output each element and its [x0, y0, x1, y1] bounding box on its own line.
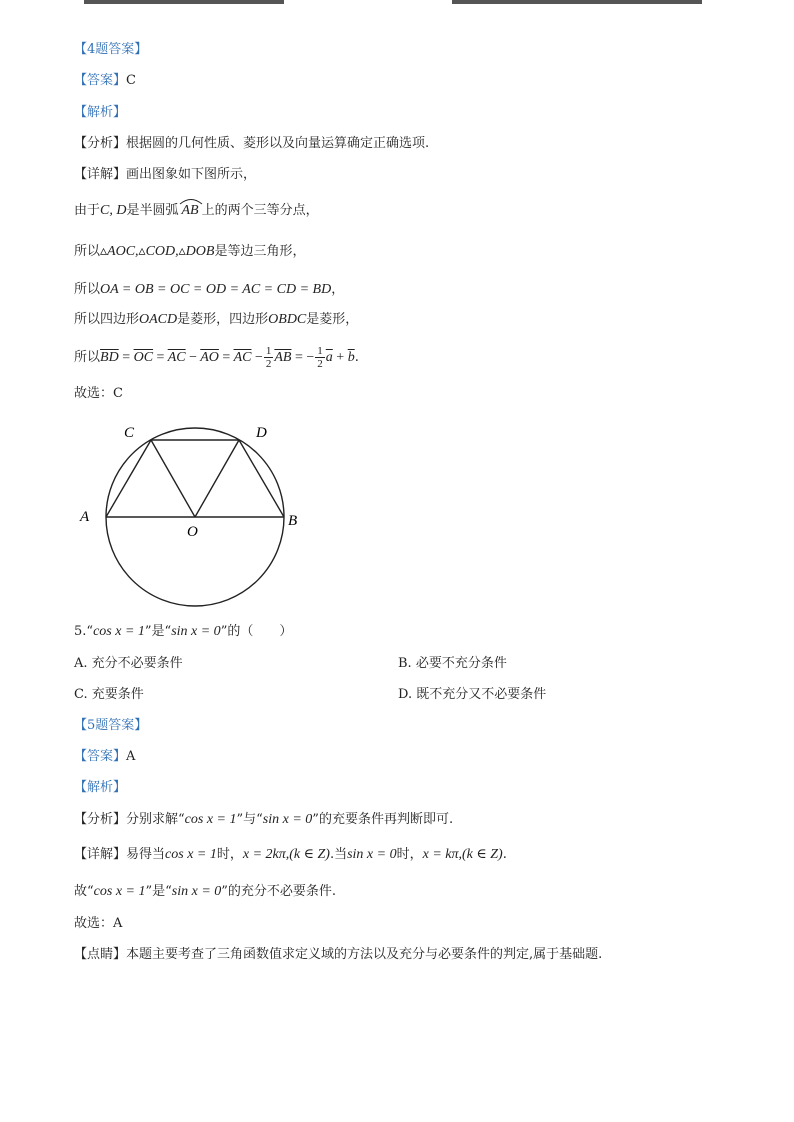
- text: 所以四边形: [74, 312, 140, 327]
- text: 是等边三角形，: [214, 244, 306, 259]
- q5-section-heading: 【5题答案】: [74, 718, 148, 733]
- option-b: B. 必要不充分条件: [398, 656, 507, 671]
- q4-line4: [74, 311, 358, 329]
- xiangjie-tag: 【详解】: [74, 847, 127, 862]
- arc-icon: [179, 197, 203, 205]
- q5-conclusion: [74, 883, 336, 901]
- vec-bd: $\overline{BD}$: [100, 350, 119, 365]
- q4-section-heading: 【4题答案】: [74, 42, 148, 57]
- frac-num: 1: [265, 345, 272, 358]
- q4-line2: [74, 243, 305, 261]
- fenxi-text: 根据圆的几何性质、菱形以及向量运算确定正确选项.: [126, 136, 430, 151]
- vec-oc: $\overline{OC}$: [133, 350, 154, 365]
- answer-value: C: [126, 73, 136, 88]
- segment-db: [239, 440, 284, 517]
- question-num: 5.: [74, 624, 87, 639]
- math-sin: sin x = 0: [171, 884, 222, 899]
- vec-ac2: $\overline{AC}$: [233, 350, 252, 365]
- label-c: C: [124, 425, 135, 441]
- minus: −: [254, 350, 263, 365]
- option-d: D. 既不充分又不必要条件: [398, 687, 547, 702]
- text: 上的两个三等分点，: [201, 203, 319, 218]
- math-equal-lengths: OA = OB = OC = OD = AC = CD = BD: [100, 282, 332, 297]
- math-cos: cos x = 1: [165, 847, 217, 862]
- math-solution-1: x = 2kπ,(k ∈ Z): [242, 847, 330, 862]
- text: “: [86, 624, 94, 639]
- fraction-half: [315, 345, 325, 370]
- arc-label: AB: [181, 203, 199, 218]
- math-cos: cos x = 1: [93, 884, 146, 899]
- text: ”的（ ）: [220, 624, 293, 639]
- answer-tag: 【答案】: [74, 73, 127, 88]
- text: 所以: [74, 244, 101, 259]
- q4-line5: [74, 343, 359, 373]
- eq: =: [294, 350, 303, 365]
- frac-num: 1: [317, 345, 323, 358]
- math-cos: cos x = 1: [93, 624, 145, 639]
- q5-xiangjie-line: [74, 846, 507, 864]
- label-d: D: [256, 425, 267, 441]
- math-obdc: OBDC: [268, 312, 307, 327]
- math-oacd: OACD: [139, 312, 178, 327]
- text: ”的充要条件再判断即可.: [312, 812, 454, 827]
- vec-a: $\overline{a}$: [325, 350, 333, 365]
- fenxi-tag: 【分析】: [74, 136, 127, 151]
- math-sin: sin x = 0: [171, 624, 221, 639]
- option-a: A. 充分不必要条件: [74, 656, 183, 671]
- text: ”是“: [145, 884, 172, 899]
- xiangjie-text: 画出图象如下图所示，: [126, 167, 257, 182]
- text: 分别求解“: [126, 812, 185, 827]
- q5-guxuan: 故选：A: [74, 916, 123, 931]
- text: 故“: [74, 884, 94, 899]
- math-sin: sin x = 0: [347, 847, 397, 862]
- text: 所以: [74, 350, 101, 365]
- label-b: B: [288, 513, 298, 529]
- fenxi-tag: 【分析】: [74, 812, 127, 827]
- dianjing-text: 本题主要考查了三角函数值求定义域的方法以及充分与必要条件的判定,属于基础题.: [126, 947, 603, 962]
- text: 时，: [396, 847, 423, 862]
- eq: =: [156, 350, 165, 365]
- plus: +: [336, 350, 345, 365]
- label-a: A: [80, 509, 90, 525]
- frac-den: 2: [265, 358, 272, 371]
- q5-answer-line: [74, 748, 135, 766]
- vec-ab: $\overline{AB}$: [274, 350, 292, 365]
- text: .当: [329, 847, 348, 862]
- q5-dianjing-line: [74, 946, 602, 964]
- q4-jiexi-tag: 【解析】: [74, 105, 127, 120]
- q5-jiexi-tag: 【解析】: [74, 780, 127, 795]
- math-sin: sin x = 0: [262, 812, 313, 827]
- text: 是菱形，四边形: [177, 312, 269, 327]
- text: ”的充分不必要条件.: [221, 884, 337, 899]
- math-solution-2: x = kπ,(k ∈ Z): [422, 847, 503, 862]
- vector-expression: [100, 345, 355, 371]
- segment-ac: [106, 440, 151, 517]
- q5-fenxi-line: [74, 811, 453, 829]
- eq: =: [122, 350, 131, 365]
- text: 是菱形，: [306, 312, 359, 327]
- vec-ac: $\overline{AC}$: [167, 350, 186, 365]
- xiangjie-tag: 【详解】: [74, 167, 127, 182]
- dianjing-tag: 【点睛】: [74, 947, 127, 962]
- fraction-half: [264, 345, 274, 370]
- minus: −: [306, 350, 315, 365]
- q4-guxuan: 故选：C: [74, 386, 123, 401]
- text: 所以: [74, 282, 101, 297]
- text: ”与“: [236, 812, 263, 827]
- answer-value: A: [126, 749, 136, 764]
- frac-den: 2: [317, 358, 323, 371]
- text: 时，: [216, 847, 243, 862]
- segment-co: [151, 440, 195, 517]
- q5-question: [74, 623, 292, 641]
- option-c: C. 充要条件: [74, 687, 144, 702]
- eq: =: [222, 350, 231, 365]
- text: 易得当: [126, 847, 166, 862]
- math-cos: cos x = 1: [184, 812, 237, 827]
- semicircle-figure: [70, 415, 330, 615]
- q4-fenxi-line: [74, 135, 429, 153]
- vec-ao: $\overline{AO}$: [200, 350, 219, 365]
- text: ”是“: [144, 624, 172, 639]
- arc-ab: [181, 203, 198, 218]
- page-header-remnant: [0, 0, 794, 6]
- segment-od: [195, 440, 239, 517]
- minus: −: [189, 350, 197, 365]
- q4-xiangjie-line: [74, 166, 256, 184]
- q4-line1: [74, 202, 319, 220]
- vec-b: $\overline{b}$: [347, 350, 355, 365]
- text: .: [502, 847, 507, 862]
- math-cd: C, D: [100, 203, 127, 218]
- label-o: O: [187, 524, 198, 540]
- q4-line3: [74, 281, 344, 299]
- text: 是半圆弧: [126, 203, 179, 218]
- text: ，: [331, 282, 345, 297]
- math-triangles: ▵AOC,▵COD,▵DOB: [100, 244, 215, 259]
- q4-answer-line: [74, 72, 136, 90]
- text: 由于: [74, 203, 101, 218]
- text: .: [354, 350, 359, 365]
- answer-tag: 【答案】: [74, 749, 127, 764]
